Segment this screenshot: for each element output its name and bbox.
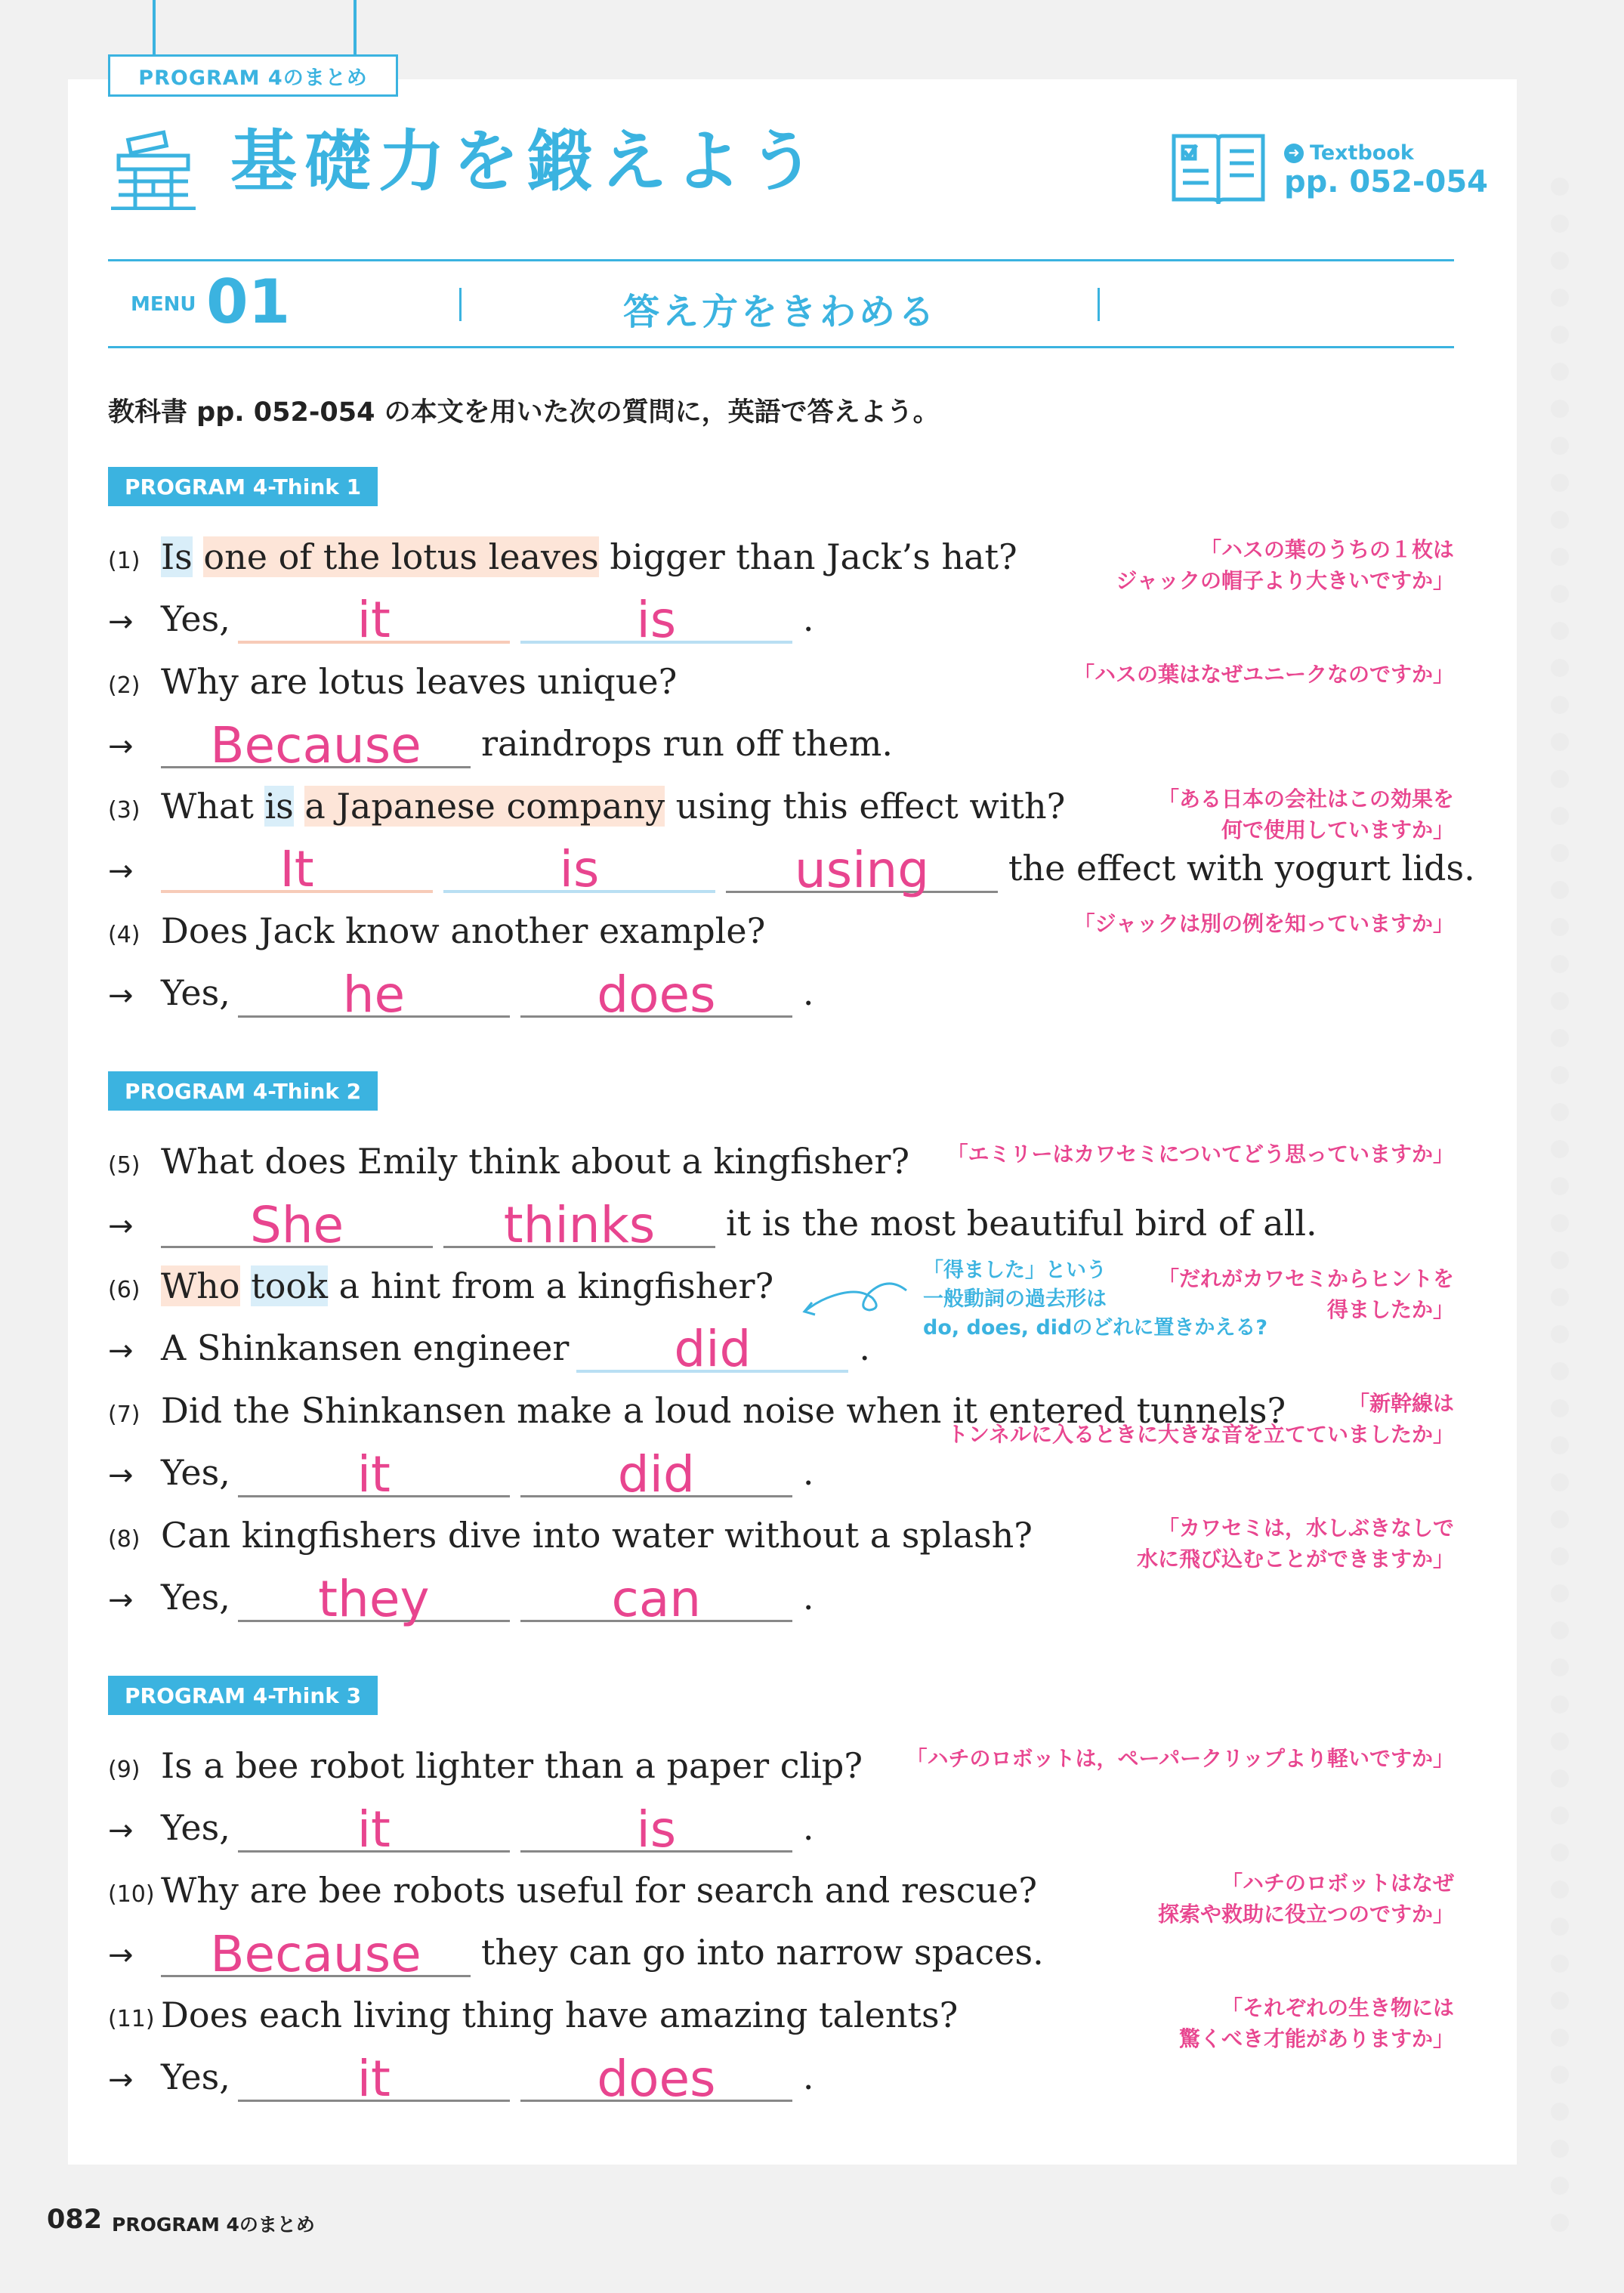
translation-text: 「ジャックは別の例を知っていますか」 <box>1073 911 1454 936</box>
answer-blank[interactable] <box>161 833 433 898</box>
binder-hole <box>1551 1325 1569 1343</box>
binder-hole <box>1551 1584 1569 1602</box>
answer-blank[interactable] <box>726 833 998 899</box>
answer-suffix: . <box>802 1807 814 1848</box>
footer-label: PROGRAM 4のまとめ <box>112 2214 315 2236</box>
translation-text: 「ある日本の会社はこの効果を 何で使用していますか」 <box>1157 786 1454 842</box>
binder-hole <box>1551 696 1569 714</box>
answer-prefix: Yes, <box>161 1577 230 1618</box>
binder-hole <box>1551 881 1569 899</box>
question-fragment: a hint from a kingfisher? <box>327 1265 774 1306</box>
answer-line <box>108 708 893 774</box>
building-stack-icon <box>108 119 199 210</box>
answer-arrow-icon: → <box>108 1938 134 1973</box>
answer-prefix: A Shinkansen engineer <box>161 1327 570 1368</box>
binder-holes <box>1548 178 1571 2248</box>
binder-hole <box>1551 807 1569 825</box>
answer-word: using <box>794 841 930 899</box>
answer-blank[interactable] <box>238 583 510 649</box>
binder-hole <box>1551 659 1569 677</box>
binder-hole <box>1551 400 1569 418</box>
arrow-right-circle-icon: ➜ <box>1284 144 1304 163</box>
answer-blank[interactable] <box>520 1792 792 1859</box>
answer-line <box>108 957 814 1024</box>
binder-hole <box>1551 992 1569 1010</box>
binder-hole <box>1551 1918 1569 1936</box>
binder-hole <box>1551 1955 1569 1973</box>
answer-arrow-icon: → <box>108 2063 134 2097</box>
answer-line <box>108 1792 814 1859</box>
section-tag-think2: PROGRAM 4-Think 2 <box>108 1071 378 1111</box>
curved-arrow-icon <box>797 1277 910 1322</box>
binder-hole <box>1551 1140 1569 1158</box>
binder-hole <box>1551 215 1569 233</box>
answer-arrow-icon: → <box>108 1333 134 1368</box>
binder-hole <box>1551 1992 1569 2010</box>
answer-line <box>108 1188 1317 1254</box>
binder-hole <box>1551 437 1569 455</box>
binder-hole <box>1551 1066 1569 1084</box>
binder-hole <box>1551 511 1569 529</box>
answer-prefix: Yes, <box>161 1452 230 1493</box>
question-number: (1) <box>108 548 140 574</box>
binder-hole <box>1551 844 1569 862</box>
answer-word: Because <box>210 716 421 774</box>
menu-label: MENU <box>131 293 196 316</box>
answer-word: it <box>357 591 391 649</box>
answer-blank[interactable] <box>238 1437 510 1503</box>
binder-hole <box>1551 1288 1569 1306</box>
answer-blank[interactable] <box>238 1792 510 1859</box>
page-title: 基礎力を鍛えよう <box>230 122 823 200</box>
binder-hole <box>1551 1399 1569 1417</box>
answer-blank[interactable] <box>161 1917 471 1983</box>
answer-arrow-icon: → <box>108 1583 134 1618</box>
binder-hole <box>1551 252 1569 270</box>
question-fragment: using this effect with? <box>665 786 1066 827</box>
binder-hole <box>1551 1621 1569 1639</box>
binder-hole <box>1551 1769 1569 1788</box>
binder-hole <box>1551 2066 1569 2084</box>
binder-hole <box>1551 770 1569 788</box>
translation-text: 「ハスの葉のうちの１枚は ジャックの帽子より大きいですか」 <box>1116 537 1454 593</box>
question-number: (8) <box>108 1526 140 1553</box>
question-line <box>108 646 677 706</box>
menu-divider <box>459 288 462 321</box>
binder-hole <box>1551 326 1569 344</box>
translation-text: 「ハスの葉はなぜユニークなのですか」 <box>1073 662 1454 687</box>
answer-blank[interactable] <box>238 957 510 1024</box>
question-fragment: What does Emily think about a kingfisher? <box>161 1141 909 1182</box>
answer-word: is <box>559 840 600 898</box>
answer-prefix: Yes, <box>161 1807 230 1848</box>
binder-hole <box>1551 733 1569 751</box>
binder-hole <box>1551 2177 1569 2195</box>
translation-text: 「エミリーはカワセミについてどう思っていますか」 <box>946 1142 1454 1167</box>
answer-word: it <box>357 1445 391 1503</box>
tab-line-right <box>354 0 357 60</box>
answer-blank[interactable] <box>161 1188 433 1254</box>
answer-word: does <box>597 2050 716 2108</box>
answer-arrow-icon: → <box>108 1209 134 1244</box>
binder-hole <box>1551 178 1569 196</box>
question-fragment: What <box>161 786 265 827</box>
answer-suffix: . <box>802 1452 814 1493</box>
question-fragment: Why are lotus leaves unique? <box>161 661 678 702</box>
binder-hole <box>1551 1732 1569 1751</box>
question-number: (6) <box>108 1277 140 1303</box>
answer-word: is <box>636 591 677 649</box>
binder-hole <box>1551 1806 1569 1825</box>
question-fragment <box>294 786 305 827</box>
question-fragment: a Japanese company <box>304 786 665 827</box>
binder-hole <box>1551 1436 1569 1454</box>
section-tag-think3: PROGRAM 4-Think 3 <box>108 1676 378 1715</box>
answer-blank[interactable] <box>520 1562 792 1628</box>
answer-blank[interactable] <box>443 1188 715 1254</box>
menu-divider <box>1098 288 1100 321</box>
question-fragment: Does Jack know another example? <box>161 910 766 951</box>
answer-word: did <box>674 1320 752 1378</box>
question-number: (3) <box>108 797 140 824</box>
answer-suffix: . <box>802 1577 814 1618</box>
answer-word: Because <box>210 1925 421 1983</box>
answer-word: he <box>342 966 406 1024</box>
answer-suffix: they can go into narrow spaces. <box>481 1932 1044 1973</box>
binder-hole <box>1551 1029 1569 1047</box>
answer-blank[interactable] <box>238 1562 510 1628</box>
textbook-pages: pp. 052-054 <box>1284 165 1488 199</box>
answer-line <box>108 833 1475 899</box>
question-text <box>161 661 677 706</box>
translation-text: 「カワセミは，水しぶきなしで 水に飛び込むことができますか」 <box>1136 1516 1454 1571</box>
answer-word: She <box>249 1196 344 1254</box>
binder-hole <box>1551 289 1569 307</box>
translation-text: 「だれがカワセミからヒントを 得ましたか」 <box>1157 1266 1454 1322</box>
answer-word: can <box>611 1570 702 1628</box>
answer-word: is <box>636 1800 677 1859</box>
answer-word: it <box>357 2050 391 2108</box>
binder-hole <box>1551 2103 1569 2121</box>
textbook-icon <box>1169 128 1267 212</box>
answer-arrow-icon: → <box>108 729 134 764</box>
binder-hole <box>1551 918 1569 936</box>
menu-bar <box>108 259 1454 348</box>
section-tag-think1: PROGRAM 4-Think 1 <box>108 467 378 506</box>
question-number: (7) <box>108 1401 140 1428</box>
question-fragment <box>240 1265 252 1306</box>
answer-prefix: Yes, <box>161 2057 230 2097</box>
binder-hole <box>1551 622 1569 640</box>
textbook-label-text: Textbook <box>1310 141 1414 165</box>
answer-word: thinks <box>503 1196 656 1254</box>
question-fragment: bigger than Jack’s hat? <box>598 536 1017 577</box>
question-fragment: one of the lotus leaves <box>203 536 599 577</box>
binder-hole <box>1551 955 1569 973</box>
binder-hole <box>1551 1103 1569 1121</box>
question-fragment: Who <box>161 1265 240 1306</box>
answer-line <box>108 1312 871 1378</box>
question-number: (11) <box>108 2006 155 2032</box>
binder-hole <box>1551 1177 1569 1195</box>
answer-suffix: the effect with yogurt lids. <box>1008 848 1475 888</box>
answer-blank[interactable] <box>443 833 715 898</box>
binder-hole <box>1551 1473 1569 1491</box>
binder-hole <box>1551 1658 1569 1676</box>
question-line <box>108 895 765 956</box>
answer-arrow-icon: → <box>108 1813 134 1848</box>
question-number: (9) <box>108 1757 140 1783</box>
question-fragment: Can kingfishers dive into water without a splash? <box>161 1515 1033 1556</box>
tab-line-left <box>153 0 156 60</box>
translation-text: 「ハチのロボットはなぜ 探索や救助に役立つのですか」 <box>1157 1871 1454 1927</box>
answer-line <box>108 2041 814 2108</box>
answer-word: It <box>279 840 314 898</box>
answer-suffix: . <box>859 1327 871 1368</box>
answer-word: it <box>357 1800 391 1859</box>
question-fragment: Is a bee robot lighter than a paper clip? <box>161 1745 863 1786</box>
answer-arrow-icon: → <box>108 604 134 639</box>
binder-hole <box>1551 585 1569 603</box>
program-tag: PROGRAM 4のまとめ <box>108 54 398 97</box>
answer-blank[interactable] <box>161 708 471 774</box>
answer-word: they <box>318 1570 430 1628</box>
menu-title: 答え方をきわめる <box>622 291 937 333</box>
answer-suffix: . <box>802 2057 814 2097</box>
binder-hole <box>1551 1695 1569 1714</box>
answer-suffix: . <box>802 598 814 639</box>
answer-word: did <box>617 1445 695 1503</box>
question-fragment: Does each living thing have amazing talents? <box>161 1995 959 2035</box>
answer-prefix: Yes, <box>161 598 230 639</box>
translation-text: 「それぞれの生き物には 驚くべき才能がありますか」 <box>1178 1995 1454 2051</box>
binder-hole <box>1551 2029 1569 2047</box>
question-fragment: is <box>264 786 294 827</box>
question-number: (10) <box>108 1881 155 1908</box>
question-text <box>161 1745 863 1791</box>
question-fragment: Is <box>161 536 193 577</box>
binder-hole <box>1551 548 1569 566</box>
menu-number: 01 <box>206 267 291 337</box>
answer-line <box>108 1437 814 1503</box>
binder-hole <box>1551 1880 1569 1899</box>
question-fragment <box>193 536 204 577</box>
question-text <box>161 1265 773 1311</box>
answer-suffix: raindrops run off them. <box>481 723 893 764</box>
binder-hole <box>1551 1214 1569 1232</box>
hint-note: 「得ました」という 一般動詞の過去形は do, does, didのどれに置きかえる? <box>923 1259 1268 1340</box>
instruction-text: 教科書 pp. 052-054 の本文を用いた次の質問に，英語で答えよう。 <box>108 397 940 428</box>
answer-blank[interactable] <box>520 957 792 1024</box>
question-number: (4) <box>108 922 140 948</box>
binder-hole <box>1551 1251 1569 1269</box>
answer-line <box>108 1562 814 1628</box>
binder-hole <box>1551 1547 1569 1565</box>
answer-word: does <box>597 966 716 1024</box>
answer-blank[interactable] <box>520 2041 792 2108</box>
answer-arrow-icon: → <box>108 1458 134 1493</box>
answer-arrow-icon: → <box>108 854 134 888</box>
answer-blank[interactable] <box>238 2041 510 2108</box>
answer-suffix: . <box>802 972 814 1013</box>
answer-prefix: Yes, <box>161 972 230 1013</box>
binder-hole <box>1551 1362 1569 1380</box>
translation-text: 「新幹線は トンネルに入るときに大きな音を立てていましたか」 <box>946 1391 1454 1447</box>
question-number: (5) <box>108 1152 140 1179</box>
question-fragment: took <box>251 1265 328 1306</box>
binder-hole <box>1551 363 1569 381</box>
question-fragment: Why are bee robots useful for search and rescue? <box>161 1870 1038 1911</box>
textbook-label <box>1284 141 1414 165</box>
answer-line <box>108 1917 1044 1983</box>
question-text <box>161 910 765 956</box>
answer-arrow-icon: → <box>108 978 134 1013</box>
binder-hole <box>1551 474 1569 492</box>
binder-hole <box>1551 1843 1569 1862</box>
question-line <box>108 1730 863 1791</box>
answer-blank[interactable] <box>520 583 792 649</box>
question-fragment: Did the Shinkansen make a loud noise when it entered tunnels? <box>161 1390 1286 1431</box>
answer-blank[interactable] <box>520 1437 792 1503</box>
binder-hole <box>1551 1510 1569 1528</box>
page-number: 082 <box>47 2205 103 2235</box>
binder-hole <box>1551 2214 1569 2232</box>
answer-line <box>108 583 814 649</box>
answer-suffix: it is the most beautiful bird of all. <box>726 1203 1317 1244</box>
question-number: (2) <box>108 672 140 699</box>
question-line <box>108 1250 773 1311</box>
binder-hole <box>1551 2140 1569 2158</box>
translation-text: 「ハチのロボットは，ペーパークリップより軽いですか」 <box>906 1746 1454 1771</box>
